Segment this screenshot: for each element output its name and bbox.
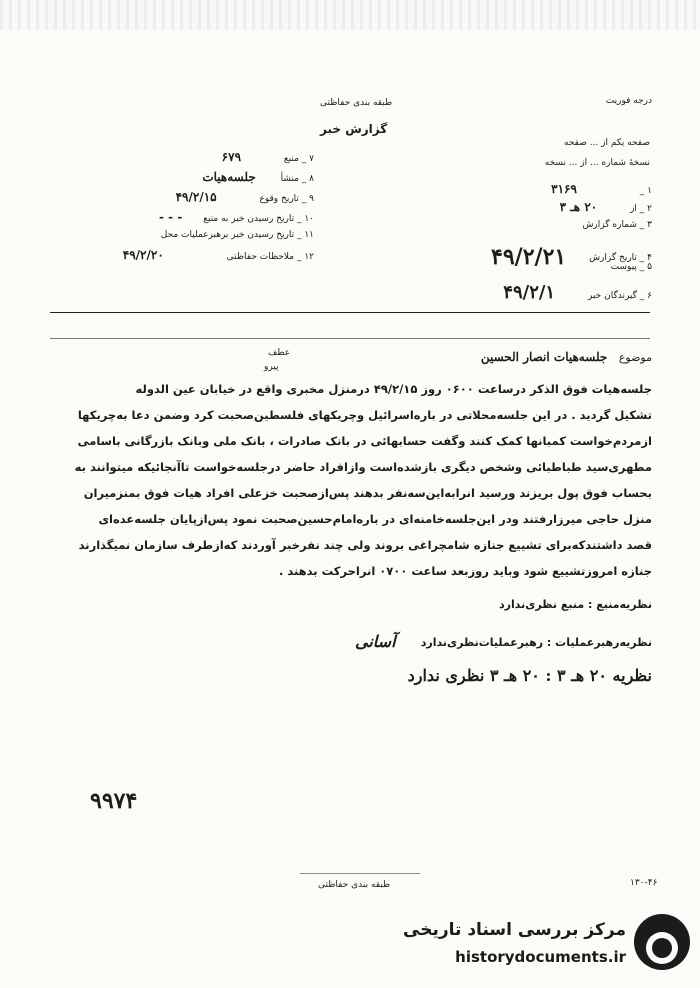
archive-logo-icon <box>634 914 690 970</box>
field-security-notes: ۱۲ _ ملاحظات حفاظتی ۴۹/۲/۲۰ <box>122 248 314 262</box>
page-line: صفحه یکم از ... صفحه <box>564 138 650 148</box>
form-code: ۱۳۰-۴۶ <box>630 878 658 888</box>
watermark-site: historydocuments.ir <box>455 948 626 966</box>
subject-line <box>481 350 652 364</box>
field-report-number: ۳ _ شماره گزارش <box>582 220 652 230</box>
field-attachment: ۵ _ پیوست <box>610 262 652 272</box>
body-line-8: جنازه امروزتشییع شود وباید روزبعد ساعت ۰۷۰۰ انراحرکت بدهند . <box>278 564 652 578</box>
classification-bottom: طبقه بندی حفاظتی <box>318 880 391 890</box>
divider-top <box>50 312 650 313</box>
watermark-name: مرکز بررسی اسناد تاریخی <box>403 920 626 940</box>
report-title: گزارش خبر <box>320 122 388 136</box>
field-report-date: ۴ _ تاریخ گزارش ۴۹/۲/۲۱ <box>491 244 652 270</box>
body-line-3: ازمردم‌خواست کمبانها کمک کنند وگفت حسابهائی در بانک صادرات ، بانک ملی وبانک بازرگانی باسامی <box>77 434 652 448</box>
note-ref: عطف <box>268 348 291 358</box>
field-received-officer: ۱۱ _ تاریخ رسیدن خبر برهبرعملیات محل <box>160 230 314 240</box>
file-number: ۹۹۷۴ <box>90 788 138 814</box>
archive-watermark <box>400 908 690 978</box>
copy-line: نسخهٔ شماره ... از ... نسخه <box>544 158 650 168</box>
classification-top: طبقه بندی حفاظتی <box>320 98 393 108</box>
body-line-1: جلسه‌هیات فوق الذکر درساعت ۰۶۰۰ روز ۴۹/۲/۱۵ درمنزل مخبری واقع در خیابان عین الدوله <box>135 382 652 396</box>
subject-value: جلسه‌هیات انصار الحسین <box>480 350 608 364</box>
field-source: ۷ _ منبع ۶۷۹ <box>221 150 314 164</box>
body-line-5: بحساب فوق پول بریزند ورسید انرابه‌این‌سه‌نفر بدهند پس‌ازصحبت خزعلی افراد هیات فوق بمنزمیران <box>83 486 652 500</box>
field-received-source: ۱۰ _ تاریخ رسیدن خبر به منبع - - - <box>159 210 314 224</box>
bottom-divider <box>300 873 420 874</box>
final-opinion: نظریه ۲۰ هـ ۳ : ۲۰ هـ ۳ نظری ندارد <box>407 666 652 685</box>
field-origin: ۸ _ منشأ جلسه‌هیات <box>202 170 314 184</box>
field-event-date: ۹ _ تاریخ وقوع ۴۹/۲/۱۵ <box>175 190 314 204</box>
body-line-4: مطهری‌سید طباطبائی وشخص دیگری بازشده‌است وازافراد حاضر درجلسه‌خواست تاآنجائیکه میتوانند به <box>74 460 652 474</box>
scan-edge-noise <box>0 0 700 30</box>
field-number: ۱ _ ۳۱۶۹ <box>551 182 652 196</box>
note-follow: پیرو <box>264 362 279 372</box>
officer-opinion: نظریه‌رهبرعملیات : رهبرعملیات‌نظری‌ندارد <box>420 636 652 649</box>
field-from: ۲ _ از ۲۰ هـ ۳ <box>559 200 652 214</box>
body-line-2: تشکیل گردید . در این جلسه‌محلاتی در باره‌اسرائیل وچریکهای فلسطین‌صحبت کرد وضمن دعا به‌چریکها <box>77 408 652 422</box>
source-opinion: نظریه‌منبع : منبع نظری‌ندارد <box>499 598 652 611</box>
subject-label: موضوع <box>618 351 652 364</box>
body-line-6: منزل حاجی میرزارفتند ودر این‌جلسه‌خامنه‌ای در باره‌امام‌حسین‌صحبت نمود پس‌ازپایان جلسه‌عده‌ای <box>98 512 652 526</box>
body-line-7: قصد داشتندکه‌برای تشییع جنازه شامچراغی بروند ولی چند نفرخبر آوردند که‌ازطرف سازمان نمیگذارند <box>78 538 652 552</box>
officer-signature: آسانی <box>355 632 396 651</box>
urgency-label: درجه فوریت <box>605 96 652 106</box>
field-recipients: ۶ _ گیرندگان خبر ۴۹/۲/۱ <box>503 282 652 303</box>
divider-subject <box>50 338 650 339</box>
